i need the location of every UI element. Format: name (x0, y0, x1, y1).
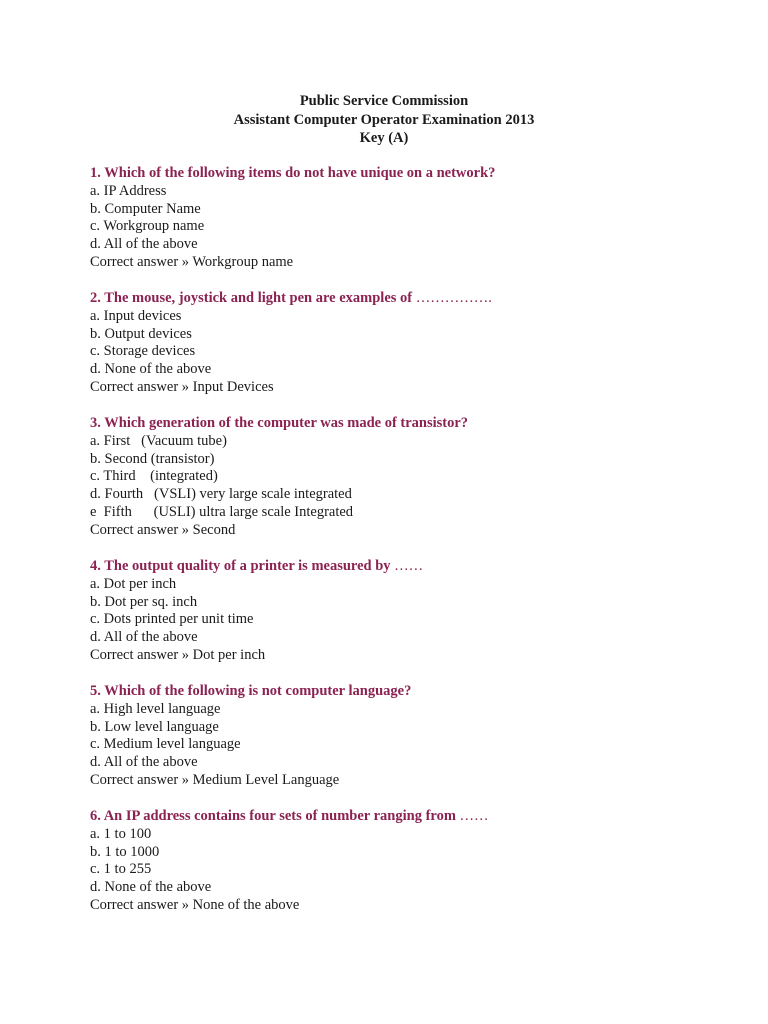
question-title (90, 165, 710, 183)
option-a: a. Dot per inch (90, 575, 177, 592)
question-title (90, 683, 710, 701)
question-title (90, 290, 710, 308)
question-text: Which of the following is not computer language? (104, 683, 412, 699)
option-a: a. 1 to 100 (90, 825, 152, 842)
option-e: e Fifth (USLI) ultra large scale Integrated (90, 503, 354, 520)
option-a: a. IP Address (90, 182, 167, 199)
option-d: d. All of the above (90, 754, 198, 771)
option-c: c. 1 to 255 (90, 861, 152, 878)
question-6 (90, 808, 710, 915)
option-b: b. Low level language (90, 718, 219, 735)
option-d: d. None of the above (90, 361, 212, 378)
question-number: 6. (90, 808, 101, 824)
question-text: Which of the following items do not have unique on a network? (104, 165, 496, 181)
correct-answer: Correct answer » Workgroup name (90, 253, 294, 270)
question-3 (90, 415, 710, 540)
question-number: 2. (90, 290, 101, 306)
option-b: b. 1 to 1000 (90, 843, 160, 860)
question-dots: ……………. (412, 290, 492, 306)
question-dots: …… (455, 808, 489, 824)
question-title (90, 415, 710, 433)
question-number: 4. (90, 558, 101, 574)
question-text: Which generation of the computer was made of transistor? (104, 415, 469, 431)
option-b: b. Dot per sq. inch (90, 593, 198, 610)
question-text: The mouse, joystick and light pen are examples of (104, 290, 413, 306)
header-key: Key (A) (359, 130, 409, 146)
correct-answer: Correct answer » Input Devices (90, 378, 274, 395)
option-a: a. First (Vacuum tube) (90, 432, 227, 449)
option-c: c. Third (integrated) (90, 468, 218, 485)
question-1 (90, 165, 710, 272)
option-c: c. Workgroup name (90, 218, 205, 235)
option-a: a. Input devices (90, 307, 182, 324)
option-c: c. Dots printed per unit time (90, 611, 254, 628)
document-header (0, 92, 768, 148)
question-dots: …… (390, 558, 424, 574)
option-d: d. Fourth (VSLI) very large scale integrated (90, 486, 352, 503)
option-a: a. High level language (90, 700, 221, 717)
correct-answer: Correct answer » None of the above (90, 896, 300, 913)
question-4 (90, 558, 710, 665)
question-text: An IP address contains four sets of number ranging from (103, 808, 456, 824)
header-exam-title: Assistant Computer Operator Examination 2013 (233, 111, 535, 128)
option-b: b. Second (transistor) (90, 450, 215, 467)
question-text: The output quality of a printer is measured by (104, 558, 391, 574)
question-2 (90, 290, 710, 397)
question-title (90, 558, 710, 576)
question-number: 1. (90, 165, 101, 181)
option-c: c. Storage devices (90, 343, 196, 360)
correct-answer: Correct answer » Second (90, 521, 236, 538)
option-d: d. All of the above (90, 629, 198, 646)
correct-answer: Correct answer » Medium Level Language (90, 771, 340, 788)
option-d: d. All of the above (90, 236, 198, 253)
correct-answer: Correct answer » Dot per inch (90, 646, 266, 663)
option-c: c. Medium level language (90, 736, 241, 753)
option-b: b. Output devices (90, 325, 192, 342)
header-commission: Public Service Commission (299, 93, 469, 109)
question-title (90, 808, 710, 826)
question-5 (90, 683, 710, 790)
question-number: 3. (90, 415, 101, 431)
question-number: 5. (90, 683, 101, 699)
option-d: d. None of the above (90, 879, 212, 896)
option-b: b. Computer Name (90, 200, 201, 217)
